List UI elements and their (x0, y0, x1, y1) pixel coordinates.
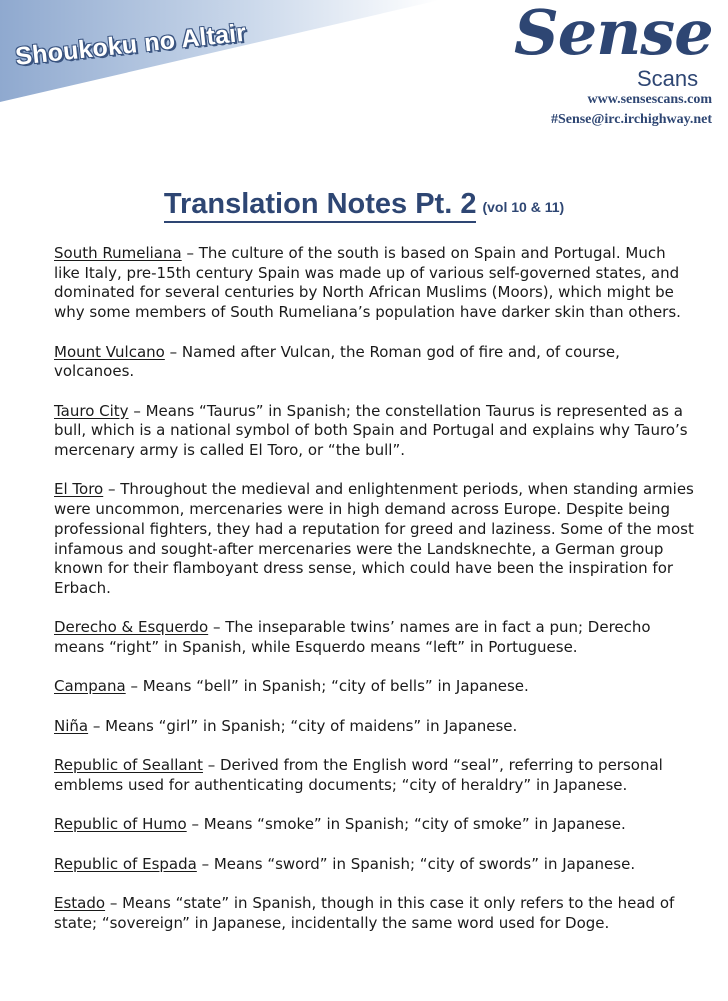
note-republic-of-humo (54, 815, 694, 835)
note-text: – Named after Vulcan, the Roman god of fire and, of course, volcanoes. (54, 342, 620, 381)
note-text: – The inseparable twins’ names are in fact a pun; Derecho means “right” in Spanish, while Esquerdo means “left” in Portuguese. (54, 618, 651, 656)
note-text: – Derived from the English word “seal”, referring to personal emblems used for authenticating documents; “city of heraldry” in Japanese. (54, 756, 663, 794)
note-term: South Rumeliana (54, 244, 182, 262)
series-title: Shoukoku no Altair (14, 18, 248, 71)
translation-notes (54, 244, 694, 933)
note-term: Campana (54, 677, 126, 696)
note-term: Republic of Seallant (54, 756, 203, 775)
note-term: Niña (54, 716, 89, 735)
note-estado (54, 894, 694, 933)
note-term: Tauro City (54, 401, 129, 420)
note-term: Mount Vulcano (54, 342, 165, 361)
note-campana (54, 677, 694, 697)
note-nina (54, 717, 694, 737)
irc-channel: #Sense@irc.irchighway.net (550, 112, 712, 127)
note-text: – Means “state” in Spanish, though in this case it only refers to the head of state; “sovereign” in Japanese, incidentally the same word used for Doge. (54, 894, 675, 932)
note-term: Republic of Espada (54, 854, 197, 873)
website-link: www.sensescans.com (587, 92, 712, 107)
note-text: – Means “smoke” in Spanish; “city of smoke” in Japanese. (186, 815, 626, 834)
page-title (0, 180, 728, 229)
note-term: Estado (54, 894, 106, 913)
note-tauro-city (54, 402, 694, 461)
note-mount-vulcano (54, 343, 694, 382)
note-republic-of-espada (54, 855, 694, 875)
page-title-volumes: (vol 10 & 11) (482, 199, 565, 215)
note-text: – Means “sword” in Spanish; “city of swords” in Japanese. (196, 854, 636, 873)
page-title-main: Translation Notes Pt. 2 (164, 188, 477, 223)
note-el-toro (54, 480, 694, 598)
note-south-rumeliana (54, 244, 694, 323)
sense-logo: Sense (514, 0, 713, 69)
note-text: – Means “bell” in Spanish; “city of bells” in Japanese. (125, 677, 529, 696)
note-text: – Means “Taurus” in Spanish; the constellation Taurus is represented as a bull, which is a national symbol of both Spain and Portugal and explains why Tauro’s mercenary army is called El Toro, or “the bull”. (54, 401, 688, 459)
note-text: – Throughout the medieval and enlightenment periods, when standing armies were uncommon, mercenaries were in high demand across Europe. Despite being professional fighters, they had a reputation for greed and laziness. Some of the most infamous and sought-after mercenaries were the Landsknechte, a German group known for their flamboyant dress sense, which could have been the inspiration for Erbach. (54, 480, 694, 597)
note-term: Derecho & Esquerdo (54, 618, 209, 637)
note-text: – The culture of the south is based on Spain and Portugal. Much like Italy, pre-15th century Spain was made up of various self-governed states, and dominated for several centuries by North African Muslims (Moors), which might be why some members of South Rumeliana’s population have darker skin than others. (54, 244, 681, 322)
note-term: Republic of Humo (54, 815, 187, 834)
logo-subtitle: Scans (637, 66, 699, 91)
note-term: El Toro (54, 480, 104, 499)
note-republic-of-seallant (54, 756, 694, 795)
note-text: – Means “girl” in Spanish; “city of maidens” in Japanese. (88, 716, 518, 735)
note-derecho-esquerdo (54, 618, 694, 657)
